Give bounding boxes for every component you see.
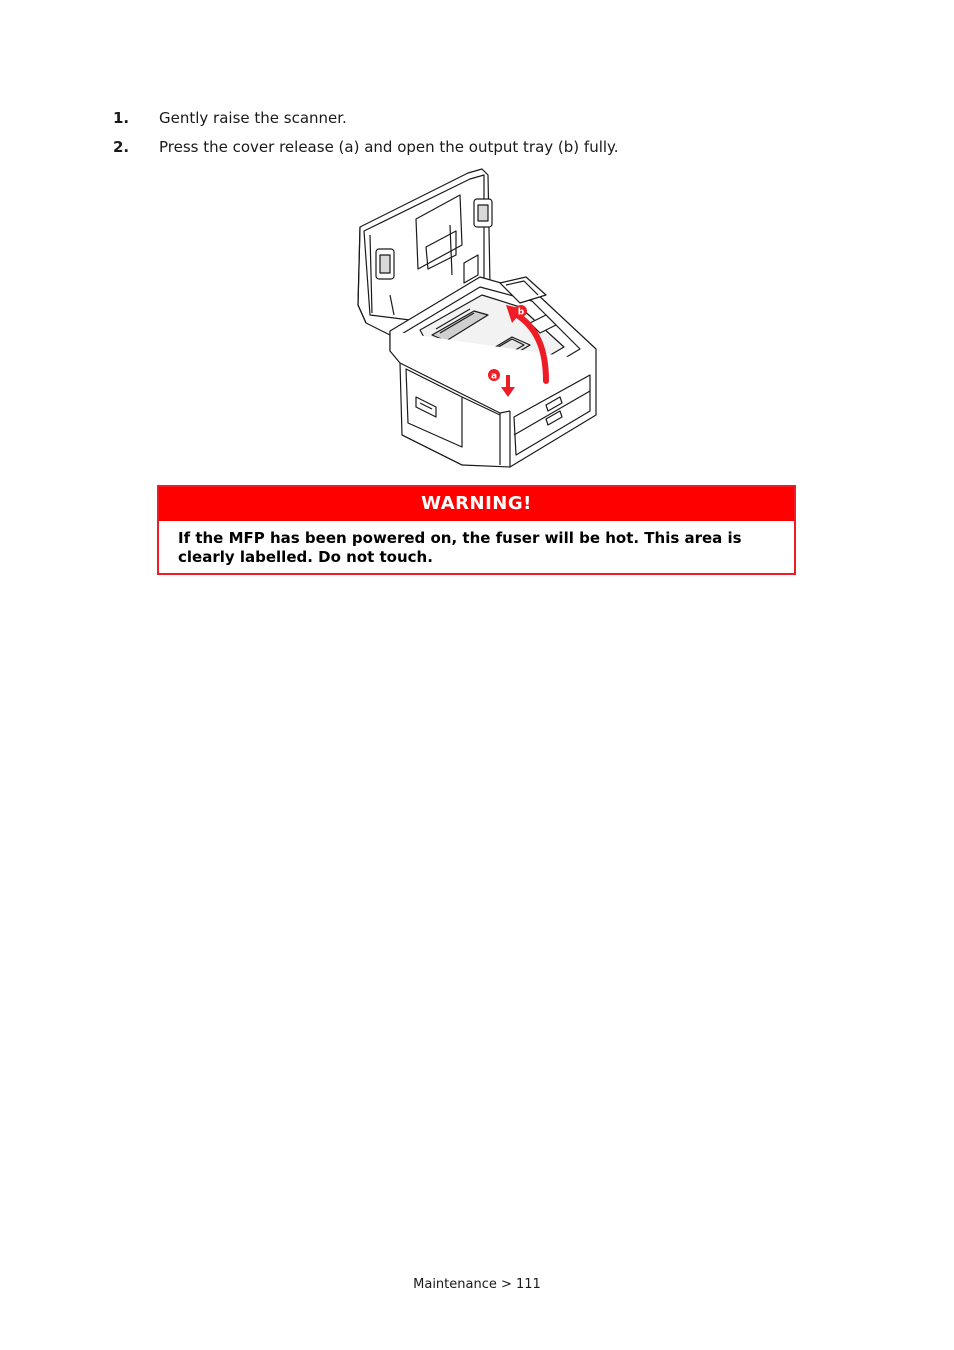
warning-title: WARNING!	[159, 487, 794, 521]
step-text: Gently raise the scanner.	[159, 109, 347, 127]
warning-box	[157, 485, 796, 575]
step-text: Press the cover release (a) and open the output tray (b) fully.	[159, 138, 619, 156]
callout-b-label: b	[517, 307, 525, 318]
page-footer: Maintenance > 111	[413, 1277, 541, 1292]
printer-illustration	[350, 165, 602, 468]
callout-a-label: a	[490, 371, 498, 382]
step-number: 1.	[113, 109, 130, 127]
step-number: 2.	[113, 138, 130, 156]
warning-text: If the MFP has been powered on, the fuser will be hot. This area is clearly labelled. Do not touch.	[178, 529, 742, 566]
